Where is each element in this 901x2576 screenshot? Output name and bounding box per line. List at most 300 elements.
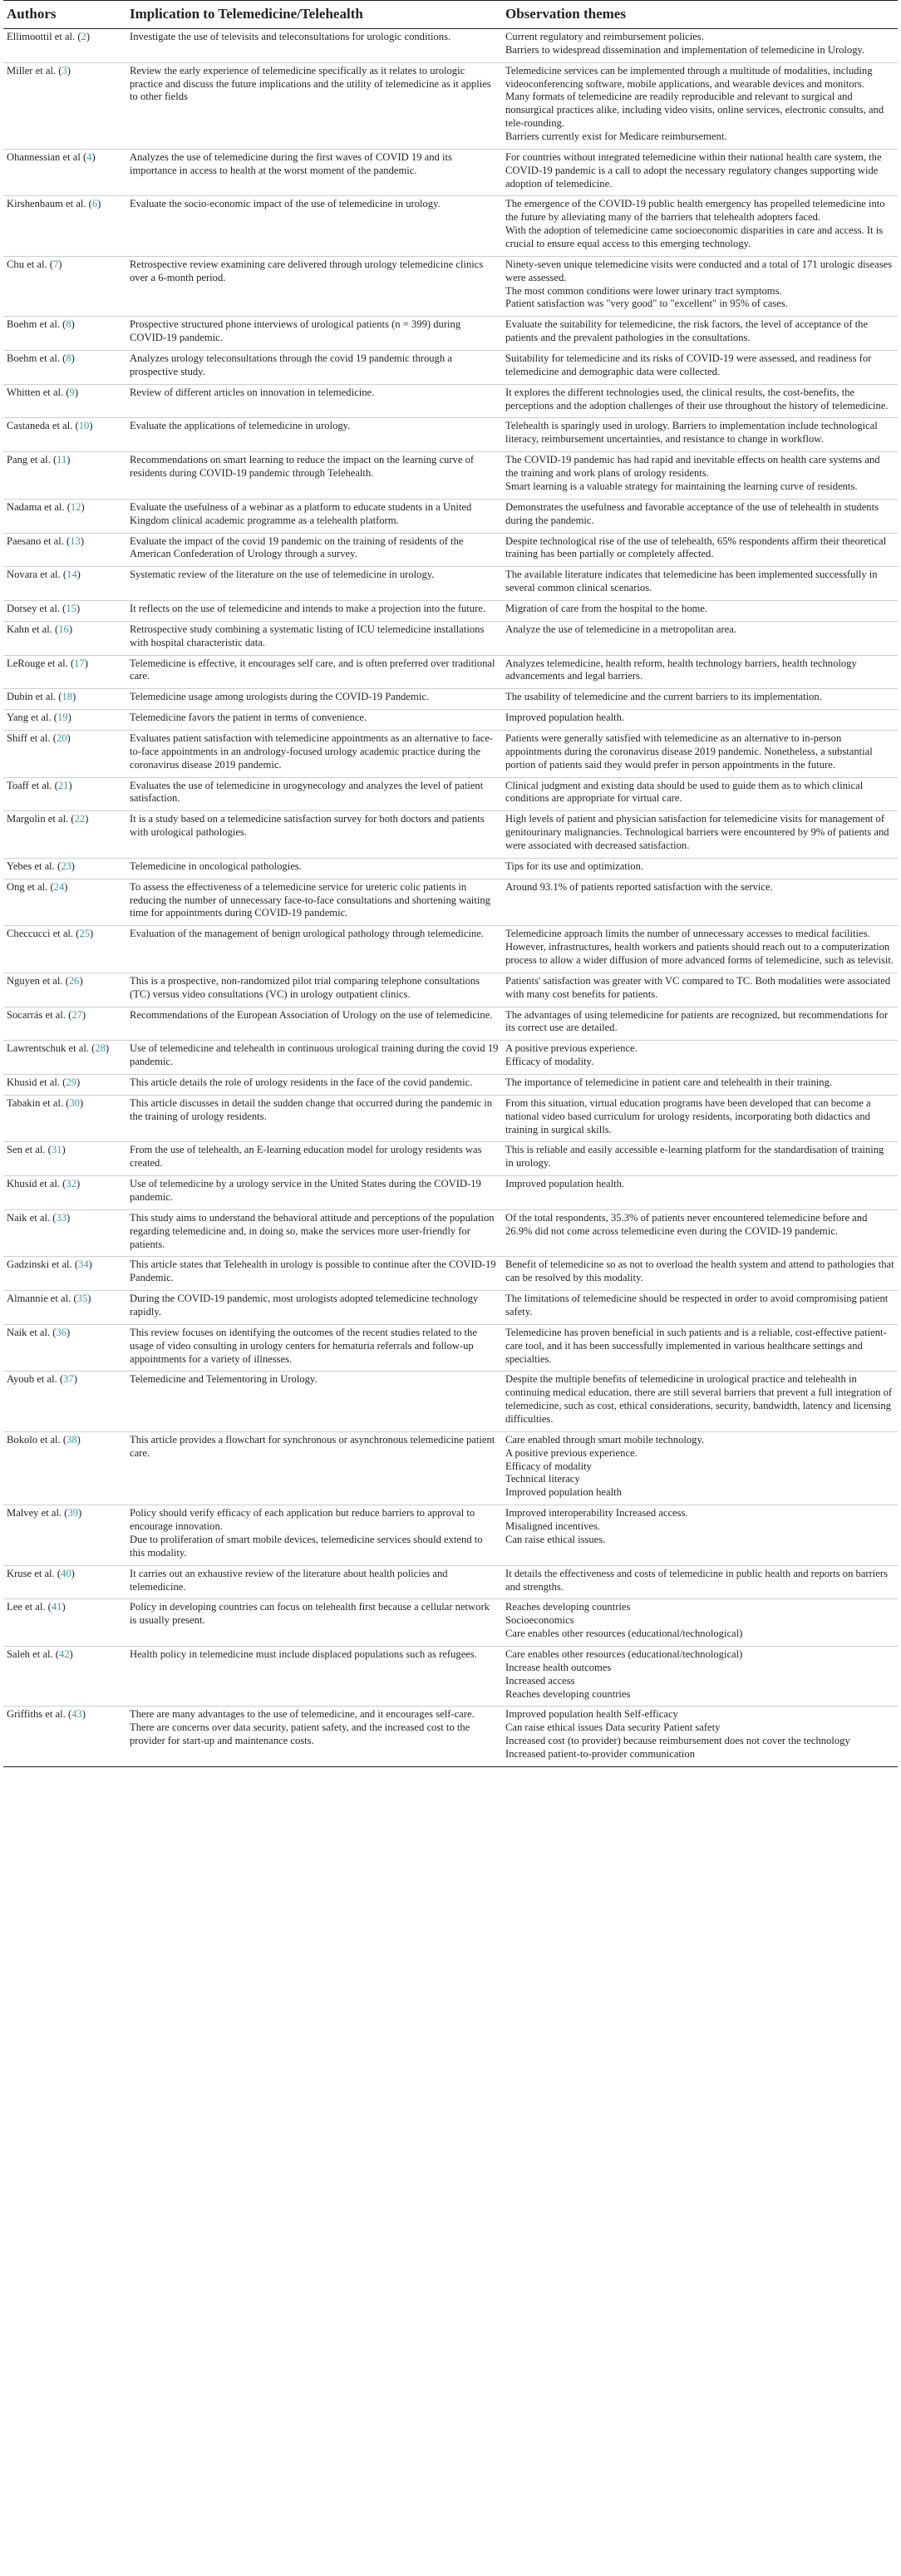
author-cell: Gadzinski et al. (34)	[3, 1257, 126, 1291]
theme-text: Telemedicine has proven beneficial in such patients and is a reliable, cost-effective patient-care tool, and it has been successfully implemented in various healthcare settings and specialties.	[505, 1326, 887, 1365]
author-name: Yang et al.	[7, 712, 52, 724]
theme-text: Despite technological rise of the use of telehealth, 65% respondents affirm their theoretical training has been partially or completely affected.	[505, 534, 887, 560]
author-cell: Naik et al. (33)	[3, 1209, 126, 1257]
reference-link[interactable]: 17	[74, 657, 85, 669]
table-row	[3, 1007, 898, 1041]
theme-text: Improved population health.	[505, 712, 625, 724]
author-name: Yebes et al.	[7, 859, 55, 872]
table-row	[3, 1095, 898, 1142]
implication-cell	[126, 730, 502, 777]
theme-text: Improved population health	[505, 1486, 622, 1499]
implication-cell	[126, 1505, 502, 1565]
author-name: Pang et al.	[7, 454, 51, 466]
implication-text: It carries out an exhaustive review of the literature about health policies and telemedicine.	[130, 1567, 448, 1593]
themes-cell	[502, 62, 898, 149]
theme-text: Improved interoperability Increased access.	[505, 1507, 688, 1519]
reference-link[interactable]: 12	[70, 500, 81, 513]
reference-link[interactable]: 6	[91, 198, 98, 210]
theme-text: Reaches developing countries	[505, 1687, 631, 1700]
reference-link[interactable]: 39	[67, 1507, 79, 1519]
implication-text: This article discusses in detail the sudden change that occurred during the pandemic in the training of urology residents.	[130, 1096, 493, 1122]
reference-link[interactable]: 7	[52, 258, 59, 270]
themes-cell	[502, 1007, 898, 1041]
reference-link[interactable]: 37	[63, 1373, 74, 1386]
themes-cell	[502, 29, 898, 63]
reference-link[interactable]: 3	[62, 64, 67, 76]
author-name: Lawrentschuk et al.	[7, 1042, 89, 1055]
theme-text: The limitations of telemedicine should be respected in order to avoid compromising patient safety.	[505, 1293, 889, 1318]
author-name: Gadzinski et al.	[7, 1258, 72, 1271]
theme-text: For countries without integrated telemedicine within their national health care system, the COVID-19 pandemic is a call to adopt the necessary regulatory changes supporting wide adoption of telemedicine.	[505, 150, 882, 190]
author-name: Saleh et al.	[7, 1648, 53, 1660]
table-row	[3, 858, 898, 879]
table-row	[3, 418, 898, 452]
implication-text: Recommendations of the European Association of Urology on the use of telemedicine.	[130, 1008, 493, 1021]
table-row	[3, 567, 898, 601]
author-name: LeRouge et al.	[7, 657, 68, 669]
author-name: Whitten et al.	[7, 386, 64, 398]
implication-text: Evaluation of the management of benign urological pathology through telemedicine.	[130, 928, 484, 940]
author-cell: Khusid et al. (29)	[3, 1075, 126, 1096]
theme-text: Increased patient-to-provider communication	[505, 1747, 695, 1760]
author-cell: Pang et al. (11)	[3, 452, 126, 500]
theme-text: The most common conditions were lower urinary tract symptoms.	[505, 284, 782, 297]
author-name: Dubin et al.	[7, 691, 57, 703]
author-name: Margolin et al.	[7, 813, 69, 825]
reference-link[interactable]: 21	[57, 779, 69, 791]
implication-cell	[126, 710, 502, 731]
author-cell: Kruse et al. (40)	[3, 1565, 126, 1599]
reference-link[interactable]: 23	[61, 859, 71, 872]
author-name: Ayoub et al.	[7, 1373, 57, 1386]
table-row	[3, 1431, 898, 1505]
themes-cell	[502, 655, 898, 689]
author-cell: Boehm et al. (8)	[3, 351, 126, 385]
theme-text: Increased cost (to provider) because reimbursement does not cover the technology	[505, 1735, 850, 1747]
reference-link[interactable]: 14	[66, 569, 77, 581]
reference-link[interactable]: 26	[68, 974, 80, 987]
author-name: Nguyen et al.	[7, 974, 63, 987]
reference-link[interactable]: 15	[66, 602, 76, 614]
author-name: Khusid et al.	[7, 1178, 61, 1190]
theme-text: Current regulatory and reimbursement policies.	[505, 31, 704, 42]
implication-cell	[126, 499, 502, 533]
implication-cell	[126, 1142, 502, 1176]
reference-link[interactable]: 43	[71, 1708, 82, 1721]
author-cell: Dubin et al. (18)	[3, 689, 126, 710]
implication-cell	[126, 1176, 502, 1210]
author-cell: Ohannessian et al (4)	[3, 149, 126, 196]
themes-cell	[502, 1176, 898, 1210]
implication-cell	[126, 256, 502, 316]
author-cell: Ayoub et al. (37)	[3, 1372, 126, 1431]
author-name: Paesano et al.	[7, 534, 64, 547]
table-row	[3, 777, 898, 811]
author-name: Almannie et al.	[7, 1293, 71, 1305]
theme-text: Ninety-seven unique telemedicine visits were conducted and a total of 171 urologic diseases were assessed.	[505, 258, 893, 283]
theme-text: Suitability for telemedicine and its risks of COVID-19 were assessed, and readiness for telemedicine and demographic data were collected.	[505, 352, 872, 377]
implication-text: Evaluate the applications of telemedicine in urology.	[130, 420, 351, 432]
implication-cell	[126, 1707, 502, 1766]
theme-text: Technical literacy	[505, 1473, 580, 1485]
author-name: Miller et al.	[7, 64, 57, 76]
table-row	[3, 1291, 898, 1325]
implication-cell	[126, 1324, 502, 1372]
themes-cell	[502, 317, 898, 351]
implication-text: This is a prospective, non-randomized pilot trial comparing telephone consultations (TC) versus video consultations (VC) in urology outpatient clinics.	[130, 974, 480, 1000]
table-row	[3, 1075, 898, 1096]
table-row	[3, 1324, 898, 1372]
reference-link[interactable]: 22	[74, 813, 86, 825]
implication-cell	[126, 1431, 502, 1505]
table-row	[3, 317, 898, 351]
table-row	[3, 730, 898, 777]
reference-link[interactable]: 40	[61, 1567, 71, 1579]
reference-link[interactable]: 38	[66, 1433, 77, 1446]
reference-link[interactable]: 8	[66, 352, 71, 365]
implication-cell	[126, 418, 502, 452]
theme-text: Reaches developing countries	[505, 1601, 631, 1613]
implication-text: Telemedicine is effective, it encourages self care, and is often preferred over traditional care.	[130, 657, 495, 682]
themes-cell	[502, 1646, 898, 1706]
author-cell: Margolin et al. (22)	[3, 811, 126, 859]
themes-cell	[502, 351, 898, 385]
reference-link[interactable]: 8	[66, 318, 71, 331]
implication-text: Evaluate the socio-economic impact of the use of telemedicine in urology.	[130, 198, 441, 210]
reference-link[interactable]: 16	[58, 623, 69, 635]
author-name: Ellimoottil et al.	[7, 31, 76, 42]
theme-text: It details the effectiveness and costs of telemedicine in public health and reports on barriers and strengths.	[505, 1567, 888, 1593]
implication-text: To assess the effectiveness of a telemedicine service for ureteric colic patients in reducing the number of unnecessary face-to-face consultations and shortening waiting time for appointments during COVID-19 pandemic.	[130, 880, 490, 919]
table-row	[3, 621, 898, 655]
author-name: Castaneda et al.	[7, 420, 73, 432]
theme-text: Socioeconomics	[505, 1614, 574, 1627]
table-row	[3, 811, 898, 859]
author-cell: Paesano et al. (13)	[3, 533, 126, 567]
author-cell: Checcucci et al. (25)	[3, 926, 126, 973]
author-name: Toaff et al.	[7, 779, 52, 791]
theme-text: Evaluate the suitability for telemedicine, the risk factors, the level of acceptance of the patients and the prevalent pathologies in the consultations.	[505, 318, 869, 344]
themes-cell	[502, 567, 898, 601]
themes-cell	[502, 533, 898, 567]
author-cell: Griffiths et al. (43)	[3, 1707, 126, 1766]
reference-link[interactable]: 29	[66, 1076, 76, 1088]
table-row	[3, 1707, 898, 1766]
reference-link[interactable]: 4	[86, 150, 92, 163]
themes-cell	[502, 1142, 898, 1176]
reference-link[interactable]: 41	[51, 1601, 62, 1613]
implication-text: It is a study based on a telemedicine satisfaction survey for both doctors and patients with urological pathologies.	[130, 813, 485, 839]
table-row	[3, 1505, 898, 1565]
reference-link[interactable]: 36	[56, 1326, 67, 1338]
themes-cell	[502, 1431, 898, 1505]
theme-text: Tips for its use and optimization.	[505, 859, 644, 872]
table-row	[3, 655, 898, 689]
themes-cell	[502, 384, 898, 418]
theme-text: Benefit of telemedicine so as not to overload the health system and attend to pathologies that can be resolved by this modality.	[505, 1258, 894, 1284]
author-cell: Lawrentschuk et al. (28)	[3, 1041, 126, 1075]
author-name: Ohannessian et al	[7, 150, 81, 163]
theme-text: A positive previous experience.	[505, 1446, 638, 1459]
author-name: Naik et al.	[7, 1326, 51, 1338]
implication-text: Evaluates the use of telemedicine in urogynecology and analyzes the level of patient satisfaction.	[130, 779, 484, 805]
author-name: Socarrás et al.	[7, 1008, 66, 1021]
table-row	[3, 973, 898, 1007]
implication-cell	[126, 29, 502, 63]
table-row	[3, 879, 898, 926]
theme-text: Care enabled through smart mobile technology.	[505, 1433, 705, 1446]
themes-cell	[502, 621, 898, 655]
table-header	[3, 1, 898, 29]
implication-text: This article details the role of urology residents in the face of the covid pandemic.	[130, 1076, 473, 1088]
author-cell: Sen et al. (31)	[3, 1142, 126, 1176]
theme-text: From this situation, virtual education programs have been developed that can become a national video based curriculum for urology residents, incorporating both didactics and training in surgical skills.	[505, 1096, 871, 1135]
implication-text: Retrospective review examining care delivered through urology telemedicine clinics over a 6-month period.	[130, 258, 484, 283]
theme-text: The emergence of the COVID-19 public health emergency has propelled telemedicine into the future by alleviating many of the barriers that telehealth adopters faced.	[505, 198, 885, 224]
table-row	[3, 1209, 898, 1257]
reference-link[interactable]: 13	[70, 534, 81, 547]
implication-text: Use of telemedicine by a urology service in the United States during the COVID-19 pandemic.	[130, 1178, 481, 1204]
implication-cell	[126, 1209, 502, 1257]
reference-link[interactable]: 11	[57, 454, 67, 466]
theme-text: The available literature indicates that telemedicine has been implemented successfully in several common clinical scenarios.	[505, 569, 878, 594]
implication-cell	[126, 452, 502, 500]
author-cell: Nguyen et al. (26)	[3, 973, 126, 1007]
author-cell: Khusid et al. (32)	[3, 1176, 126, 1210]
author-name: Lee et al.	[7, 1601, 46, 1613]
themes-cell	[502, 1565, 898, 1599]
implication-cell	[126, 533, 502, 567]
implication-text: This study aims to understand the behavioral attitude and perceptions of the population regarding telemedicine and, in doing so, make the services more user-friendly for patients.	[130, 1211, 495, 1250]
implication-text: Analyzes the use of telemedicine during the first waves of COVID 19 and its importance in access to health at the worst moment of the pandemic.	[130, 150, 452, 176]
implication-text: Policy in developing countries can focus on telehealth first because a cellular network is usually present.	[130, 1601, 490, 1627]
implication-text: Evaluates patient satisfaction with telemedicine appointments as an alternative to face-to-face appointments in an andrology-focused urology academic practice during the coronavirus disease 2019 pandemic.	[130, 731, 494, 771]
implication-cell	[126, 1257, 502, 1291]
implication-cell	[126, 811, 502, 859]
implication-cell	[126, 1646, 502, 1706]
theme-text: It explores the different technologies used, the clinical results, the cost-benefits, the perceptions and the adoption challenges of their use throughout the history of telemedicine.	[505, 386, 889, 411]
theme-text: Can raise ethical issues.	[505, 1533, 606, 1545]
themes-cell	[502, 858, 898, 879]
theme-text: Clinical judgment and existing data should be used to guide them as to which clinical conditions are appropriate for virtual care.	[505, 779, 864, 805]
implication-text: It reflects on the use of telemedicine and intends to make a projection into the future.	[130, 602, 486, 614]
reference-link[interactable]: 30	[69, 1096, 80, 1109]
implication-cell	[126, 149, 502, 196]
table-row	[3, 1599, 898, 1647]
reference-link[interactable]: 25	[79, 928, 91, 940]
author-cell: Ong et al. (24)	[3, 879, 126, 926]
author-cell: Toaff et al. (21)	[3, 777, 126, 811]
header-authors: Authors	[3, 1, 126, 29]
theme-text: Misaligned incentives.	[505, 1520, 601, 1533]
theme-text: Efficacy of modality.	[505, 1056, 594, 1068]
reference-link[interactable]: 28	[95, 1042, 106, 1055]
theme-text: With the adoption of telemedicine came socioeconomic disparities in care and access. It is crucial to ensure equal access to this emerging technology.	[505, 224, 884, 250]
theme-text: The usability of telemedicine and the current barriers to its implementation.	[505, 691, 822, 703]
implication-cell	[126, 1095, 502, 1142]
author-name: Bokolo et al.	[7, 1433, 61, 1446]
author-name: Shiff et al.	[7, 731, 51, 744]
implication-text: Analyzes urology teleconsultations through the covid 19 pandemic through a prospective study.	[130, 352, 452, 377]
author-name: Nadama et al.	[7, 500, 65, 513]
implication-text: During the COVID-19 pandemic, most urologists adopted telemedicine technology rapidly.	[130, 1293, 479, 1318]
implication-cell	[126, 1291, 502, 1325]
author-name: Naik et al.	[7, 1211, 51, 1224]
implication-cell	[126, 1041, 502, 1075]
reference-link[interactable]: 34	[78, 1258, 89, 1271]
implication-text: Investigate the use of televisits and teleconsultations for urologic conditions.	[130, 31, 451, 42]
implication-text: Telemedicine in oncological pathologies.	[130, 859, 302, 872]
themes-cell	[502, 777, 898, 811]
implication-text: Prospective structured phone interviews of urological patients (n = 399) during COVID-19 pandemic.	[130, 318, 461, 344]
author-cell: Whitten et al. (9)	[3, 384, 126, 418]
reference-link[interactable]: 31	[51, 1144, 62, 1156]
reference-link[interactable]: 33	[56, 1211, 67, 1224]
author-cell: Kirshenbaum et al. (6)	[3, 196, 126, 256]
table-row	[3, 1646, 898, 1706]
implication-text: This article states that Telehealth in urology is possible to continue after the COVID-19 Pandemic.	[130, 1258, 496, 1284]
theme-text: High levels of patient and physician satisfaction for telemedicine visits for management of genitourinary malignancies. Technological barriers were encountered by 9% of patients and were associated with decreased satisfaction.	[505, 813, 889, 851]
implication-text: Telemedicine usage among urologists during the COVID-19 Pandemic.	[130, 691, 430, 703]
implication-cell	[126, 62, 502, 149]
reference-link[interactable]: 18	[62, 691, 73, 703]
themes-cell	[502, 149, 898, 196]
author-cell: Boehm et al. (8)	[3, 317, 126, 351]
author-name: Kruse et al.	[7, 1567, 55, 1579]
author-name: Boehm et al.	[7, 318, 61, 331]
implication-text: There are many advantages to the use of telemedicine, and it encourages self-care. There are concerns over data security, patient safety, and the increased cost to the provider for start-up and maintenance costs.	[130, 1708, 475, 1747]
table-row	[3, 29, 898, 63]
theme-text: Improved population health Self-efficacy	[505, 1708, 678, 1721]
implication-cell	[126, 777, 502, 811]
themes-cell	[502, 1372, 898, 1431]
implication-cell	[126, 1007, 502, 1041]
implication-text: Telemedicine and Telementoring in Urology.	[130, 1373, 318, 1386]
author-cell: Shiff et al. (20)	[3, 730, 126, 777]
themes-cell	[502, 1505, 898, 1565]
author-cell: Lee et al. (41)	[3, 1599, 126, 1647]
reference-link[interactable]: 2	[81, 31, 86, 42]
implication-cell	[126, 600, 502, 621]
author-cell: Ellimoottil et al. (2)	[3, 29, 126, 63]
reference-link[interactable]: 27	[71, 1008, 82, 1021]
author-name: Checcucci et al.	[7, 928, 74, 940]
author-cell: Socarrás et al. (27)	[3, 1007, 126, 1041]
table-row	[3, 710, 898, 731]
themes-cell	[502, 926, 898, 973]
table-row	[3, 351, 898, 385]
author-cell: Bokolo et al. (38)	[3, 1431, 126, 1505]
author-cell: Tabakin et al. (30)	[3, 1095, 126, 1142]
themes-cell	[502, 1095, 898, 1142]
table-row	[3, 62, 898, 149]
implication-cell	[126, 1599, 502, 1647]
theme-text: Barriers currently exist for Medicare reimbursement.	[505, 131, 727, 143]
reference-link[interactable]: 10	[78, 420, 90, 432]
implication-text: This article provides a flowchart for synchronous or asynchronous telemedicine patient care.	[130, 1433, 495, 1459]
author-cell: Miller et al. (3)	[3, 62, 126, 149]
implication-cell	[126, 858, 502, 879]
theme-text: Analyzes telemedicine, health reform, health technology barriers, health technology advancements and legal barriers.	[505, 657, 857, 682]
theme-text: Patients were generally satisfied with telemedicine as an alternative to in-person appointments during the coronavirus disease 2019 pandemic. Nonetheless, a substantial portion of patients said they would prefer in person appointments in the future.	[505, 731, 873, 771]
implication-text: Use of telemedicine and telehealth in continuous urological training during the covid 19 pandemic.	[130, 1042, 499, 1068]
theme-text: Around 93.1% of patients reported satisfaction with the service.	[505, 880, 773, 893]
themes-cell	[502, 452, 898, 500]
literature-table	[3, 0, 898, 1767]
table-row	[3, 149, 898, 196]
table-row	[3, 1372, 898, 1431]
table-row	[3, 256, 898, 316]
author-cell: LeRouge et al. (17)	[3, 655, 126, 689]
theme-text: Smart learning is a valuable strategy for maintaining the learning curve of residents.	[505, 480, 858, 492]
table-row	[3, 1257, 898, 1291]
themes-cell	[502, 710, 898, 731]
author-name: Malvey et al.	[7, 1507, 62, 1519]
implication-cell	[126, 973, 502, 1007]
themes-cell	[502, 418, 898, 452]
author-cell: Yebes et al. (23)	[3, 858, 126, 879]
themes-cell	[502, 1041, 898, 1075]
implication-cell	[126, 926, 502, 973]
reference-link[interactable]: 42	[58, 1648, 70, 1660]
themes-cell	[502, 689, 898, 710]
implication-text: Evaluate the impact of the covid 19 pandemic on the training of residents of the American Confederation of Urology through a survey.	[130, 534, 464, 560]
author-cell: Nadama et al. (12)	[3, 499, 126, 533]
theme-text: Migration of care from the hospital to the home.	[505, 602, 708, 614]
theme-text: Efficacy of modality	[505, 1460, 592, 1472]
implication-cell	[126, 1075, 502, 1096]
reference-link[interactable]: 9	[69, 386, 75, 398]
theme-text: The COVID-19 pandemic has had rapid and inevitable effects on health care systems and the training and work plans of urology residents.	[505, 454, 880, 480]
theme-text: Barriers to widespread dissemination and implementation of telemedicine in Urology.	[505, 43, 865, 56]
author-name: Tabakin et al.	[7, 1096, 64, 1109]
author-cell: Almannie et al. (35)	[3, 1291, 126, 1325]
author-name: Boehm et al.	[7, 352, 61, 365]
author-name: Griffiths et al.	[7, 1708, 66, 1721]
themes-cell	[502, 811, 898, 859]
implication-text: This review focuses on identifying the outcomes of the recent studies related to the usage of video consulting in urology centers for hematuria referrals and follow-up appointments for a variety of illnesses.	[130, 1326, 477, 1365]
implication-cell	[126, 621, 502, 655]
theme-text: Increased access	[505, 1674, 575, 1687]
header-themes: Observation themes	[502, 1, 898, 29]
theme-text: Telemedicine approach limits the number of unnecessary accesses to medical facilities. However, infrastructures, health workers and patients should reach out to a computerization process to allow a wider diffusion of more advanced forms of telemedicine, such as televisit.	[505, 928, 894, 966]
themes-cell	[502, 1291, 898, 1325]
implication-text: Systematic review of the literature on the use of telemedicine in urology.	[130, 569, 435, 581]
implication-text: Review the early experience of telemedicine specifically as it relates to urologic practice and discuss the future implications and the utility of telemedicine as it applies to other fields	[130, 64, 491, 103]
theme-text: Improved population health.	[505, 1178, 625, 1190]
theme-text: Despite the multiple benefits of telemedicine in urological practice and telehealth in continuing medical education, there are still several barriers that prevent a full integration of telemedicine, such as cost, ethical considerations, security, bandwidth, latency and licensing difficulties.	[505, 1373, 893, 1426]
reference-link[interactable]: 20	[56, 731, 67, 744]
themes-cell	[502, 1324, 898, 1372]
table-row	[3, 926, 898, 973]
implication-cell	[126, 196, 502, 256]
theme-text: Patient satisfaction was "very good" to "excellent" in 95% of cases.	[505, 298, 788, 310]
implication-cell	[126, 879, 502, 926]
reference-link[interactable]: 35	[76, 1293, 88, 1305]
author-name: Sen et al.	[7, 1144, 46, 1156]
theme-text: This is reliable and easily accessible e-learning platform for the standardisation of training in urology.	[505, 1144, 884, 1170]
theme-text: Patients' satisfaction was greater with VC compared to TC. Both modalities were associated with many cost benefits for patients.	[505, 974, 891, 1000]
themes-cell	[502, 730, 898, 777]
reference-link[interactable]: 19	[57, 712, 68, 724]
implication-cell	[126, 689, 502, 710]
reference-link[interactable]: 24	[53, 880, 65, 893]
theme-text: Analyze the use of telemedicine in a metropolitan area.	[505, 623, 736, 635]
reference-link[interactable]: 32	[66, 1178, 76, 1190]
themes-cell	[502, 1209, 898, 1257]
implication-text: Evaluate the usefulness of a webinar as a platform to educate students in a United Kingdom clinical academic programme as a telehealth platform.	[130, 500, 472, 526]
author-cell: Castaneda et al. (10)	[3, 418, 126, 452]
